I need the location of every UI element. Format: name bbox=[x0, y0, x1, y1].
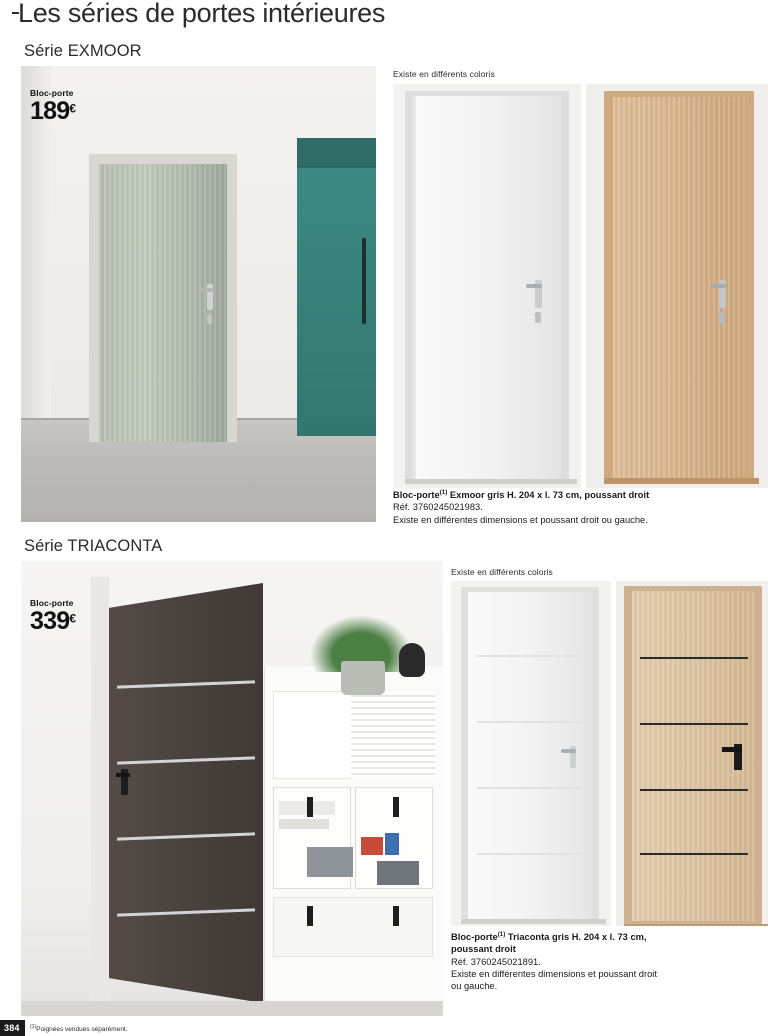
shelf-box bbox=[377, 861, 419, 885]
door-threshold bbox=[405, 479, 577, 484]
section-heading-triaconta: Série TRIACONTA bbox=[24, 537, 163, 555]
coloris-note-triaconta: Existe en différents coloris bbox=[451, 567, 553, 577]
door-inlay-3 bbox=[477, 787, 583, 789]
plant-pot bbox=[341, 661, 385, 695]
coloris-note-exmoor: Existe en différents coloris bbox=[393, 69, 495, 79]
photo-exmoor-room bbox=[21, 66, 376, 522]
caption-exmoor bbox=[393, 489, 753, 526]
floor bbox=[21, 1001, 443, 1016]
door-frame bbox=[91, 577, 109, 1009]
caption-product: Bloc-porte bbox=[393, 490, 440, 501]
triaconta-door-leaf bbox=[107, 583, 263, 1003]
caption-ref: Réf. 3760245021983. bbox=[393, 502, 483, 513]
swatch-triaconta-wood bbox=[616, 581, 768, 926]
door-threshold bbox=[461, 919, 606, 924]
swatch-exmoor-wood bbox=[586, 84, 768, 488]
footnote-marker: (1) bbox=[30, 1023, 37, 1030]
door-edge bbox=[413, 96, 416, 479]
door-threshold bbox=[624, 924, 768, 926]
page-footnote bbox=[30, 1024, 128, 1033]
door-handle bbox=[561, 749, 576, 753]
caption-variants-2: ou gauche. bbox=[451, 981, 498, 992]
caption-product: Bloc-porte bbox=[451, 932, 498, 943]
door-inlay-1 bbox=[640, 657, 748, 659]
price-kicker: Bloc-porte bbox=[30, 598, 74, 608]
caption-product-rest: Exmoor gris H. 204 x l. 73 cm, poussant droit bbox=[447, 490, 650, 501]
cabinet-handle-1 bbox=[307, 797, 313, 817]
price-currency: € bbox=[69, 101, 76, 116]
door-threshold bbox=[604, 478, 759, 484]
door-inlay-3 bbox=[640, 789, 748, 791]
price-badge-triaconta bbox=[30, 598, 76, 634]
caption-product-rest: Triaconta gris H. 204 x l. 73 cm, bbox=[505, 932, 647, 943]
door-inlay-2 bbox=[640, 723, 748, 725]
door-lock bbox=[535, 312, 541, 323]
price-currency: € bbox=[69, 611, 76, 626]
cabinet-handle-4 bbox=[393, 906, 399, 926]
door-handle bbox=[710, 284, 726, 288]
price-amount: 339 bbox=[30, 607, 70, 635]
footnote-text: Poignées vendues séparément. bbox=[36, 1026, 128, 1033]
swatch-triaconta-grey bbox=[451, 581, 611, 926]
caption-footnote-marker: (1) bbox=[439, 489, 448, 496]
door-handle bbox=[526, 284, 542, 288]
photo-triaconta-room bbox=[21, 561, 443, 1016]
page-title: Les séries de portes intérieures bbox=[18, 0, 386, 28]
door-grain bbox=[613, 97, 746, 478]
caption-line-1 bbox=[451, 931, 751, 943]
caption-ref: Réf. 3760245021891. bbox=[451, 956, 541, 967]
cabinet-drawer bbox=[273, 897, 433, 957]
door-inlay-4 bbox=[477, 853, 583, 855]
door-inlay-1 bbox=[477, 655, 583, 657]
page-number: 384 bbox=[0, 1020, 25, 1036]
caption-triaconta bbox=[451, 931, 751, 992]
caption-variants: Existe en différentes dimensions et poussant droit bbox=[451, 968, 657, 979]
shelf-object-red bbox=[361, 837, 383, 855]
door-inlay-2 bbox=[477, 721, 583, 723]
teal-cabinet-handle bbox=[362, 238, 366, 324]
caption-line-1 bbox=[393, 489, 753, 501]
shelf-bin bbox=[307, 847, 353, 877]
price-kicker: Bloc-porte bbox=[30, 88, 74, 98]
window-blinds bbox=[351, 691, 435, 779]
cabinet-handle-2 bbox=[393, 797, 399, 817]
cabinet-handle-3 bbox=[307, 906, 313, 926]
shelf-books-2 bbox=[279, 819, 329, 829]
door-handle bbox=[722, 747, 742, 752]
shelf-object-blue bbox=[385, 833, 399, 855]
caption-line-1b: poussant droit bbox=[451, 944, 516, 955]
door-lock bbox=[207, 314, 212, 324]
price-badge-exmoor bbox=[30, 88, 76, 124]
door-handle bbox=[201, 288, 213, 292]
door-handle bbox=[116, 773, 130, 777]
caption-variants: Existe en différentes dimensions et poussant droit ou gauche. bbox=[393, 514, 648, 525]
door-inlay-4 bbox=[640, 853, 748, 855]
price-amount: 189 bbox=[30, 97, 70, 125]
caption-footnote-marker: (1) bbox=[497, 931, 506, 938]
swatch-exmoor-grey bbox=[393, 84, 581, 488]
door-lock bbox=[719, 312, 725, 323]
teal-cabinet-seam bbox=[297, 166, 376, 167]
section-heading-exmoor: Série EXMOOR bbox=[24, 42, 142, 60]
decor-vase bbox=[399, 643, 425, 677]
teal-cabinet-top bbox=[297, 138, 376, 168]
